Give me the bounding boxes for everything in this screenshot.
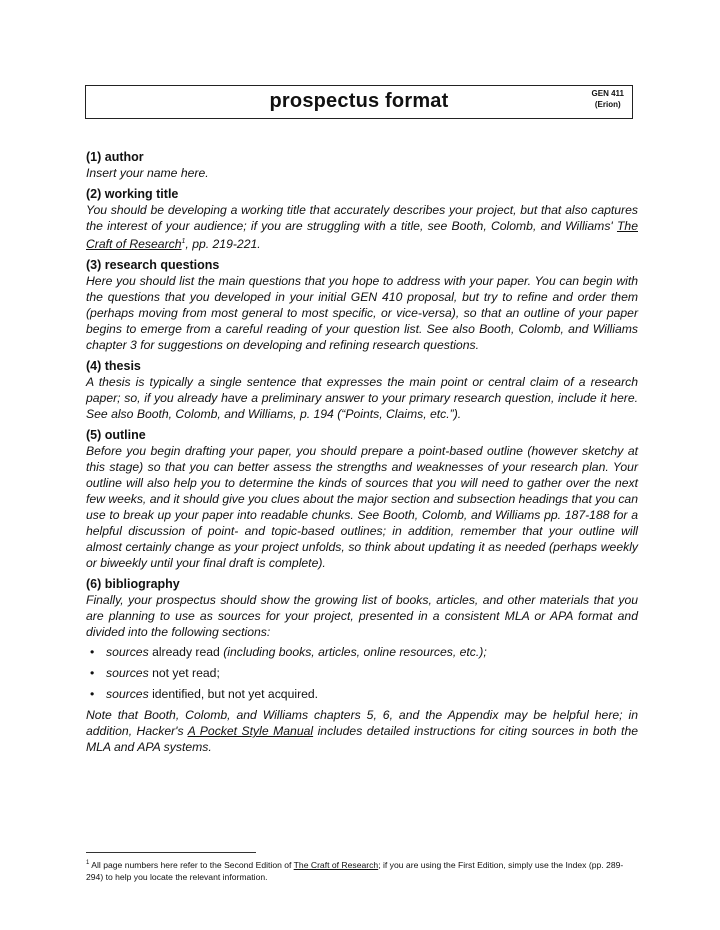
page-title: prospectus format [269,90,449,112]
source-list [86,644,638,702]
text-run: includes detailed instructions for citing sources in both the MLA and APA systems. [86,724,638,755]
text-run: (including books, articles, online resources, etc.); [223,645,487,660]
course-code: GEN 411 [591,89,624,98]
footnote [86,857,638,883]
text-run: , pp. 219-221. [185,237,261,252]
section-heading: (6) bibliography [86,577,180,592]
text-run: ; if you are using the First Edition, simply use the Index (pp. 289-294) to help you locate the relevant information. [86,859,624,882]
section-heading: (1) author [86,150,144,164]
text-run: Note that Booth, Colomb, and Williams chapters 5, 6, and the Appendix may be helpful here; in addition, Hacker's [86,708,638,739]
book-title-link: A Pocket Style Manual [187,724,314,739]
text-run: All page numbers here refer to the Second Edition of [91,859,294,870]
section-text [86,707,638,755]
section-author [86,150,638,181]
bullet-icon: • [90,666,95,681]
text-run: sources [106,645,149,660]
bullet-icon: • [90,645,95,660]
section-heading: (4) thesis [86,359,141,374]
footnote-marker: 1 [86,860,90,866]
section-outline [86,428,638,571]
course-label [592,88,624,110]
section-bibliography [86,577,638,755]
footnote-divider [86,852,256,853]
text-run: sources [106,687,149,702]
section-thesis [86,359,638,422]
text-run: not yet read; [148,666,220,681]
section-heading: (5) outline [86,428,146,443]
section-research-questions [86,258,638,353]
book-title-link: The Craft of Research [86,219,638,252]
section-heading: (2) working title [86,187,179,201]
section-text [86,202,638,252]
section-text: Here you should list the main questions that you hope to address with your paper. You can begin with the questions that you developed in your initial GEN 410 proposal, but try to refine and order them (perhaps moving from most general to most specific, or vice-versa), so that an outline of your paper begins to emerge from a careful reading of your question list. See also Booth, Colomb, and Williams chapter 3 for suggestions on developing and refining research questions. [86,274,638,353]
list-item [86,686,638,702]
section-text: A thesis is typically a single sentence that expresses the main point or central claim of a research paper; so, if you already have a preliminary answer to your primary research question, include it here. See also Booth, Colomb, and Williams, p. 194 (“Points, Claims, etc.”). [86,375,638,422]
book-title-link: The Craft of Research [293,859,379,870]
text-run: already read [148,645,224,660]
list-item [86,665,638,681]
text-run: sources [106,666,149,681]
section-text: Before you begin drafting your paper, you should prepare a point-based outline (however sketchy at this stage) so that you can better assess the strengths and weaknesses of your research plan. Your outline will also help you to determine the kinds of sources that you will need to gather over the next few weeks, and it should give you clues about the major section and subsection headings that you can use to break up your paper into readable chunks. See Booth, Colomb, and Williams pp. 187-188 for a helpful discussion of point- and topic-based outlines; in addition, remember that your outline will almost certainly change as your project unfolds, so think about updating it as needed (perhaps weekly or biweekly until your final draft is complete). [86,444,638,571]
course-instructor: (Erion) [594,100,621,109]
text-run: You should be developing a working title that accurately describes your project, but that also captures the interest of your audience; if you are struggling with a title, see Booth, Colomb, and Williams' [86,203,638,233]
section-text: Insert your name here. [86,166,209,180]
document-body [86,150,638,761]
title-box [85,85,633,119]
footnote-marker: 1 [181,238,186,245]
text-run: identified, but not yet acquired. [148,687,319,702]
section-heading: (3) research questions [86,258,220,273]
section-text: Finally, your prospectus should show the growing list of books, articles, and other materials that you are planning to use as sources for your project, presented in a consistent MLA or APA format and divided into the following sections: [86,593,638,640]
bullet-icon: • [90,687,95,702]
section-working-title [86,187,638,252]
list-item [86,644,638,660]
